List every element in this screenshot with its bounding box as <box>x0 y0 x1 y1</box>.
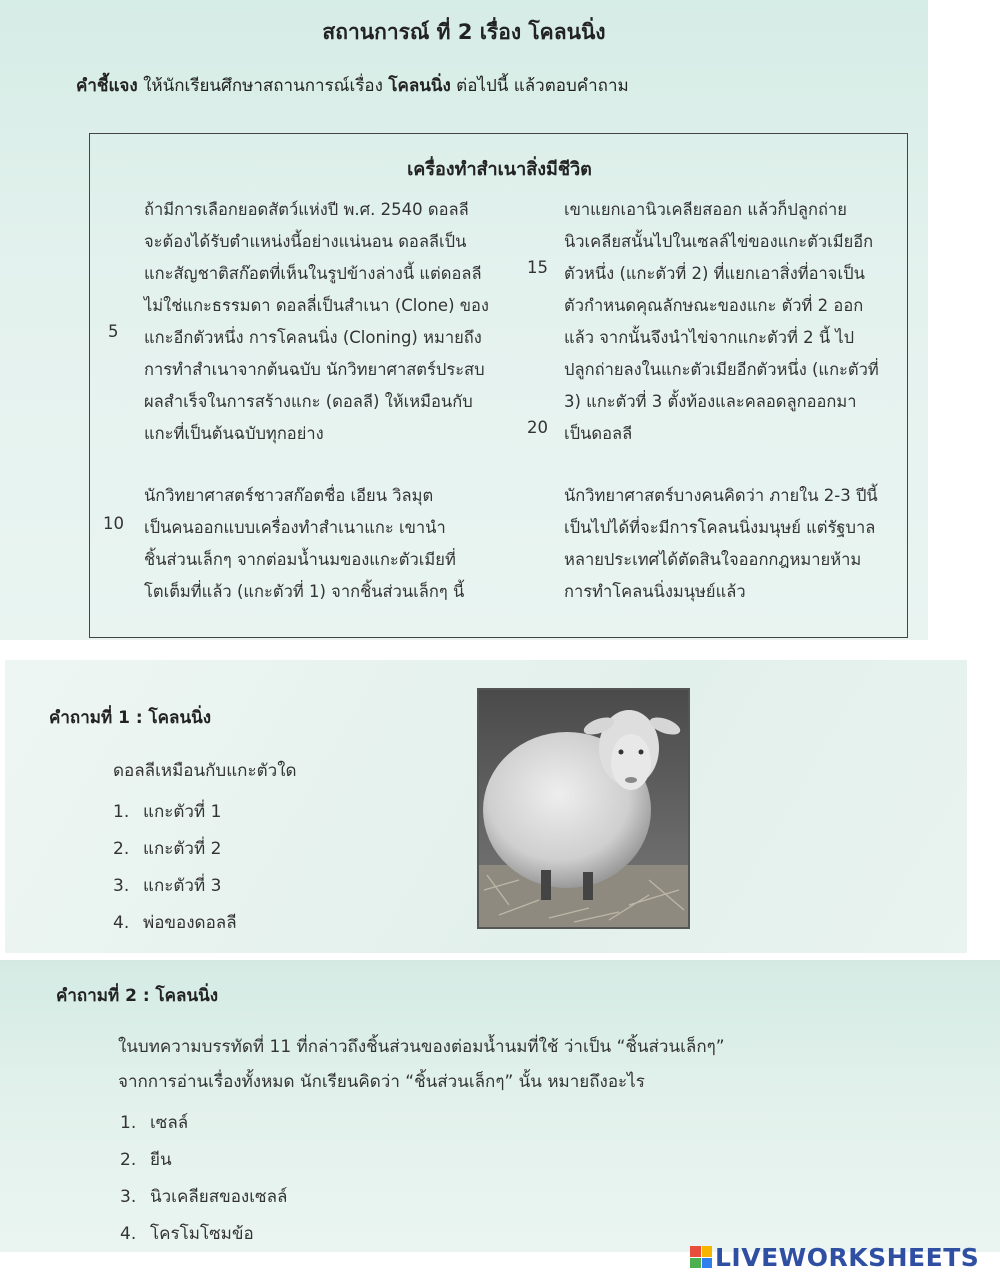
line-number-5: 5 <box>108 322 119 341</box>
article-line: ปลูกถ่ายลงในแกะตัวเมียอีกตัวหนึ่ง (แกะตัวที่ <box>564 360 879 379</box>
option-number: 4. <box>120 1224 137 1244</box>
article-left-paragraph-2 <box>144 480 514 608</box>
option-label: ยีน <box>150 1150 172 1170</box>
sheep-illustration <box>479 690 688 927</box>
option-number: 1. <box>113 802 130 822</box>
option-label: แกะตัวที่ 1 <box>143 802 222 822</box>
option-label: แกะตัวที่ 3 <box>143 876 222 896</box>
article-line: นักวิทยาศาสตร์ชาวสก๊อตชื่อ เอียน วิลมุต <box>144 486 434 505</box>
article-left-paragraph-1 <box>144 194 514 450</box>
article-line: ตัวหนึ่ง (แกะตัวที่ 2) ที่แยกเอาสิ่งที่อาจเป็น <box>564 264 865 283</box>
option-number: 4. <box>113 913 130 933</box>
article-line: หลายประเทศได้ตัดสินใจออกกฎหมายห้าม <box>564 550 862 569</box>
article-line: เขาแยกเอานิวเคลียสออก แล้วก็ปลูกถ่าย <box>564 200 847 219</box>
option-number: 2. <box>113 839 130 859</box>
article-line: แกะอีกตัวหนึ่ง การโคลนนิ่ง (Cloning) หมายถึง <box>144 328 482 347</box>
question-2-option-3[interactable] <box>120 1183 287 1210</box>
option-label: นิวเคลียสของเซลล์ <box>150 1187 288 1207</box>
question-1-option-2[interactable] <box>113 835 221 862</box>
article-line: แกะสัญชาติสก๊อตที่เห็นในรูปข้างล่างนี้ แต่ดอลลี <box>144 264 482 283</box>
instruction-text-1: ให้นักเรียนศึกษาสถานการณ์เรื่อง <box>137 76 389 96</box>
article-line: การทำโคลนนิ่งมนุษย์แล้ว <box>564 582 746 601</box>
question-1-option-1[interactable] <box>113 798 221 825</box>
question-2-option-1[interactable] <box>120 1109 188 1136</box>
article-line: การทำสำเนาจากต้นฉบับ นักวิทยาศาสตร์ประสบ <box>144 360 485 379</box>
option-label: โครโมโซมข้อ <box>150 1224 254 1244</box>
question-2-heading: คำถามที่ 2 : โคลนนิ่ง <box>56 986 219 1006</box>
question-1-option-3[interactable] <box>113 872 221 899</box>
article-right-paragraph-2 <box>564 480 904 608</box>
article-line: ถ้ามีการเลือกยอดสัตว์แห่งปี พ.ศ. 2540 ดอลลี <box>144 200 469 219</box>
question-1-heading: คำถามที่ 1 : โคลนนิ่ง <box>49 708 212 728</box>
option-number: 2. <box>120 1150 137 1170</box>
option-label: เซลล์ <box>150 1113 189 1133</box>
option-label: พ่อของดอลลี <box>143 913 237 933</box>
instruction-line <box>76 72 629 99</box>
article-line: นิวเคลียสนั้นไปในเซลล์ไข่ของแกะตัวเมียอีก <box>564 232 874 251</box>
logo-text: LIVEWORKSHEETS <box>715 1242 980 1272</box>
article-line: แกะที่เป็นต้นฉบับทุกอย่าง <box>144 424 324 443</box>
liveworksheets-logo[interactable] <box>690 1241 979 1273</box>
option-number: 3. <box>120 1187 137 1207</box>
instruction-label: คำชี้แจง <box>76 76 138 96</box>
article-line: ผลสำเร็จในการสร้างแกะ (ดอลลี) ให้เหมือนกับ <box>144 392 473 411</box>
article-line: โตเต็มที่แล้ว (แกะตัวที่ 1) จากชิ้นส่วนเล็กๆ นี้ <box>144 582 465 601</box>
article-title: เครื่องทำสำเนาสิ่งมีชีวิต <box>407 159 592 180</box>
situation-panel <box>0 0 928 640</box>
article-line: จะต้องได้รับตำแหน่งนี้อย่างแน่นอน ดอลลีเป็น <box>144 232 467 251</box>
option-label: แกะตัวที่ 2 <box>143 839 222 859</box>
article-line: 3) แกะตัวที่ 3 ตั้งท้องและคลอดลูกออกมา <box>564 392 857 411</box>
instruction-text-2: ต่อไปนี้ แล้วตอบคำถาม <box>450 76 629 96</box>
question-2-text-line-1: ในบทความบรรทัดที่ 11 ที่กล่าวถึงชิ้นส่วนของต่อมน้ำนมที่ใช้ ว่าเป็น “ชิ้นส่วนเล็กๆ” <box>118 1037 725 1057</box>
article-line: ชิ้นส่วนเล็กๆ จากต่อมน้ำนมของแกะตัวเมียที่ <box>144 550 456 569</box>
article-box <box>89 133 908 638</box>
instruction-topic: โคลนนิ่ง <box>388 76 451 96</box>
dolly-sheep-photo <box>477 688 690 929</box>
article-line: นักวิทยาศาสตร์บางคนคิดว่า ภายใน 2-3 ปีนี้ <box>564 486 878 505</box>
option-number: 1. <box>120 1113 137 1133</box>
line-number-20: 20 <box>527 418 548 437</box>
question-2-option-4[interactable] <box>120 1220 254 1247</box>
article-line: เป็นดอลลี <box>564 424 633 443</box>
article-line: แล้ว จากนั้นจึงนำไข่จากแกะตัวที่ 2 นี้ ไป <box>564 328 855 347</box>
liveworksheets-logo-icon <box>690 1246 712 1268</box>
article-right-paragraph-1 <box>564 194 904 450</box>
option-number: 3. <box>113 876 130 896</box>
question-2-text-line-2: จากการอ่านเรื่องทั้งหมด นักเรียนคิดว่า “ชิ้นส่วนเล็กๆ” นั้น หมายถึงอะไร <box>118 1072 645 1092</box>
question-1-option-4[interactable] <box>113 909 237 936</box>
article-line: เป็นคนออกแบบเครื่องทำสำเนาแกะ เขานำ <box>144 518 446 537</box>
question-1-text: ดอลลีเหมือนกับแกะตัวใด <box>113 761 297 781</box>
article-line: ตัวกำหนดคุณลักษณะของแกะ ตัวที่ 2 ออก <box>564 296 864 315</box>
line-number-15: 15 <box>527 258 548 277</box>
page-title: สถานการณ์ ที่ 2 เรื่อง โคลนนิ่ง <box>322 20 606 44</box>
line-number-10: 10 <box>103 514 124 533</box>
article-line: เป็นไปได้ที่จะมีการโคลนนิ่งมนุษย์ แต่รัฐบาล <box>564 518 876 537</box>
article-line: ไม่ใช่แกะธรรมดา ดอลลี่เป็นสำเนา (Clone) ของ <box>144 296 489 315</box>
question-2-option-2[interactable] <box>120 1146 172 1173</box>
